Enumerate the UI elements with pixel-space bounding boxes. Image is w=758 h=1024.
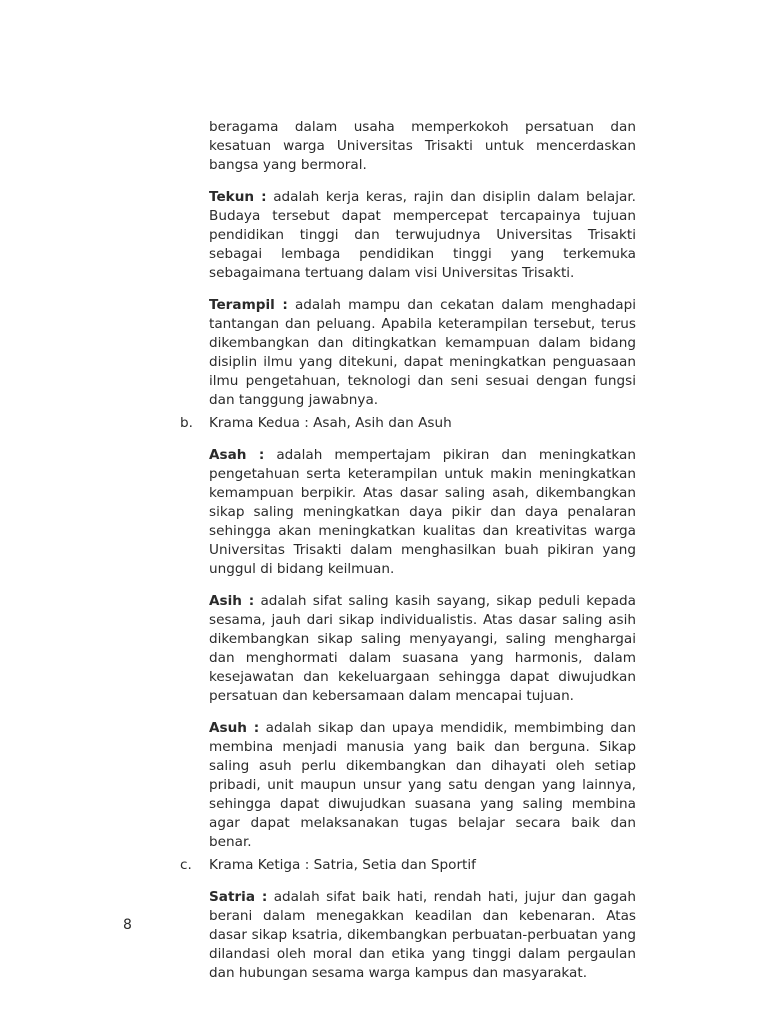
document-body [180,118,636,987]
terampil-text: adalah mampu dan cekatan dalam menghadapi tantangan dan peluang. Apabila keterampilan tersebut, terus dikembangkan dan ditingkatkan kemampuan dalam bidang disiplin ilmu yang ditekuni, dapat meningkatkan penguasaan ilmu pengetahuan, teknologi dan seni sesuai dengan fungsi dan tanggung jawabnya. [209,297,636,408]
asuh-term: Asuh : [209,720,260,737]
asah-text: adalah mempertajam pikiran dan meningkatkan pengetahuan serta keterampilan untuk makin meningkatkan kemampuan berpikir. Atas dasar saling asah, dikembangkan sikap saling meningkatkan daya pikir dan daya penalaran sehingga akan meningkatkan kualitas dan kreativitas warga Universitas Trisakti dalam menghasilkan buah pikiran yang unggul di bidang keilmuan. [209,447,637,577]
section-b-marker: b. [180,414,193,431]
asuh-text: adalah sikap dan upaya mendidik, membimbing dan membina menjadi manusia yang baik dan berguna. Sikap saling asuh perlu dikembangkan dan dihayati oleh setiap pribadi, unit maupun unsur yang satu dengan yang lainnya, sehingga dapat diwujudkan suasana yang saling membina agar dapat melaksanakan tugas belajar secara baik dan benar. [209,720,637,850]
page-number: 8 [123,917,132,933]
asah-term: Asah : [209,447,265,464]
tekun-term: Tekun : [209,189,267,206]
satria-paragraph [209,888,636,983]
section-c-heading [180,856,636,875]
asuh-paragraph [209,719,636,851]
section-b-title: Krama Kedua : Asah, Asih dan Asuh [209,414,452,431]
intro-paragraph [209,118,636,175]
asah-paragraph [209,446,636,578]
asih-term: Asih : [209,593,255,610]
satria-text: adalah sifat baik hati, rendah hati, jujur dan gagah berani dalam menegakkan keadilan dan kebenaran. Atas dasar sikap ksatria, dikembangkan perbuatan-perbuatan yang dilandasi oleh moral dan etika yang tinggi dalam pergaulan dan hubungan sesama warga kampus dan masyarakat. [209,889,636,981]
terampil-paragraph [209,296,636,409]
section-c-marker: c. [180,856,192,873]
asih-paragraph [209,592,636,705]
section-b-heading [180,414,636,433]
satria-term: Satria : [209,889,268,906]
tekun-text: adalah kerja keras, rajin dan disiplin dalam belajar. Budaya tersebut dapat mempercepat tercapainya tujuan pendidikan tinggi dan terwujudnya Universitas Trisakti sebagai lembaga pendidikan tinggi yang terkemuka sebagaimana tertuang dalam visi Universitas Trisakti. [209,189,636,281]
terampil-term: Terampil : [209,297,288,314]
section-c-title: Krama Ketiga : Satria, Setia dan Sportif [209,856,476,873]
tekun-paragraph [209,188,636,283]
intro-text: beragama dalam usaha memperkokoh persatuan dan kesatuan warga Universitas Trisakti untuk mencerdaskan bangsa yang bermoral. [209,119,636,173]
asih-text: adalah sifat saling kasih sayang, sikap peduli kepada sesama, jauh dari sikap individualistis. Atas dasar saling asih dikembangkan sikap saling menyayangi, saling menghargai dan menghormati dalam suasana yang harmonis, dalam kesejawatan dan kekeluargaan sehingga dapat diwujudkan persatuan dan kebersamaan dalam mencapai tujuan. [209,593,636,704]
